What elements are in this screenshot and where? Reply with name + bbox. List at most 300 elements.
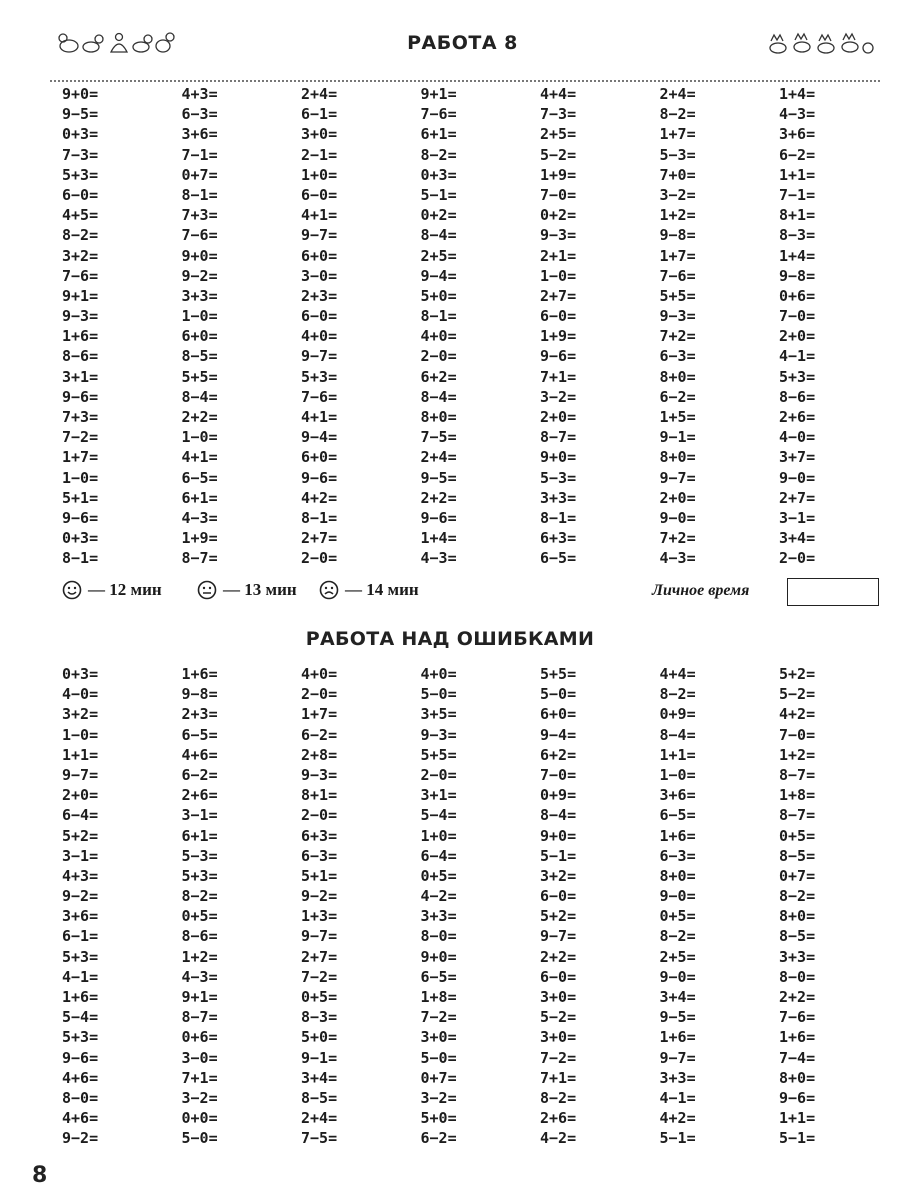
example-cell: 8−1= — [301, 508, 338, 527]
example-cell: 8−0= — [420, 927, 457, 946]
example-cell: 1+4= — [779, 85, 816, 103]
example-cell: 8−2= — [659, 685, 696, 704]
example-cell: 5−3= — [181, 846, 218, 865]
example-cell: 8−5= — [181, 347, 218, 366]
example-cell: 0+7= — [420, 1068, 457, 1087]
example-cell: 6−4= — [62, 806, 99, 825]
errors-work-title: РАБОТА НАД ОШИБКАМИ — [305, 628, 595, 650]
example-cell: 0+5= — [301, 988, 338, 1006]
example-cell: 0+2= — [420, 206, 457, 225]
example-cell: 9+0= — [62, 85, 99, 103]
example-cell: 4+1= — [181, 448, 218, 467]
example-cell: 0+3= — [420, 165, 457, 184]
example-cell: 9−6= — [540, 347, 577, 366]
example-cell: 1+3= — [301, 907, 338, 926]
example-cell: 1+0= — [301, 165, 338, 184]
example-cell: 4−3= — [779, 105, 816, 124]
example-cell: 9−6= — [62, 508, 99, 527]
example-cell: 2−0= — [301, 685, 338, 704]
example-cell: 0+2= — [540, 206, 577, 225]
example-cell: 9−8= — [779, 266, 816, 285]
example-cell: 6−3= — [301, 846, 338, 865]
example-cell: 8+1= — [301, 786, 338, 805]
example-cell: 8−2= — [659, 927, 696, 946]
example-cell: 9+1= — [181, 988, 218, 1006]
example-cell: 7−6= — [779, 1008, 816, 1027]
example-cell: 6−0= — [540, 887, 577, 906]
example-cell: 9+0= — [540, 448, 577, 467]
example-cell: 7−0= — [540, 765, 577, 784]
example-cell: 8−7= — [779, 806, 816, 825]
example-cell: 2+0= — [540, 408, 577, 426]
example-cell: 5−1= — [779, 1129, 816, 1148]
example-cell: 5+5= — [420, 745, 457, 764]
example-cell: 2+5= — [540, 125, 577, 144]
example-cell: 7+2= — [659, 529, 696, 548]
example-cell: 3+0= — [420, 1028, 457, 1047]
timing-good — [62, 580, 162, 600]
example-cell: 4+2= — [659, 1109, 696, 1128]
example-cell: 3−1= — [181, 806, 218, 825]
example-cell: 8−5= — [301, 1088, 338, 1107]
example-cell: 2+6= — [540, 1109, 577, 1128]
example-cell: 5−2= — [540, 145, 577, 164]
example-cell: 9−2= — [62, 887, 99, 906]
example-cell: 9−6= — [62, 387, 99, 406]
example-cell: 5+5= — [540, 665, 577, 683]
example-cell: 1+4= — [420, 529, 457, 548]
example-cell: 6−3= — [659, 846, 696, 865]
example-cell: 8−7= — [779, 765, 816, 784]
example-cell: 5−0= — [420, 685, 457, 704]
example-cell: 3+5= — [420, 705, 457, 724]
example-cell: 9−4= — [301, 428, 338, 447]
example-cell: 1+7= — [62, 448, 99, 467]
example-cell: 5−2= — [779, 685, 816, 704]
example-cell: 3+3= — [779, 947, 816, 966]
example-cell: 7+1= — [181, 1068, 218, 1087]
example-cell: 6−2= — [301, 725, 338, 744]
example-cell: 1+2= — [659, 206, 696, 225]
timing-bad — [319, 580, 419, 600]
example-cell: 4−3= — [420, 549, 457, 568]
example-cell: 5+3= — [62, 1028, 99, 1047]
header-divider — [50, 80, 880, 82]
example-cell: 7+3= — [181, 206, 218, 225]
example-cell: 6−0= — [301, 185, 338, 204]
example-cell: 9−6= — [420, 508, 457, 527]
example-cell: 3−2= — [181, 1088, 218, 1107]
example-cell: 5+1= — [301, 866, 338, 885]
work-examples-grid — [62, 84, 862, 569]
example-cell: 1+7= — [301, 705, 338, 724]
example-cell: 8−6= — [779, 387, 816, 406]
example-cell: 4+3= — [181, 85, 218, 103]
example-cell: 3+2= — [62, 705, 99, 724]
example-cell: 9−0= — [659, 887, 696, 906]
example-cell: 7−2= — [420, 1008, 457, 1027]
sad-face-icon — [319, 580, 339, 600]
example-cell: 7−5= — [420, 428, 457, 447]
example-cell: 3−2= — [420, 1088, 457, 1107]
example-cell: 4−2= — [420, 887, 457, 906]
example-cell: 0+9= — [540, 786, 577, 805]
example-cell: 8−4= — [420, 387, 457, 406]
example-cell: 2+5= — [420, 246, 457, 265]
example-cell: 1+8= — [420, 988, 457, 1006]
example-cell: 8−4= — [420, 226, 457, 245]
example-cell: 1+6= — [659, 1028, 696, 1047]
example-cell: 8−7= — [181, 1008, 218, 1027]
example-cell: 7−0= — [540, 185, 577, 204]
example-cell: 5+5= — [659, 286, 696, 305]
example-cell: 0+3= — [62, 529, 99, 548]
example-cell: 7−6= — [301, 387, 338, 406]
example-cell: 4+6= — [62, 1068, 99, 1087]
example-cell: 5+3= — [181, 866, 218, 885]
example-cell: 7−2= — [301, 967, 338, 986]
example-cell: 5+0= — [420, 1109, 457, 1128]
example-cell: 5+3= — [62, 947, 99, 966]
example-cell: 1+1= — [779, 1109, 816, 1128]
example-cell: 7−6= — [181, 226, 218, 245]
example-cell: 6−5= — [659, 806, 696, 825]
example-cell: 1+6= — [779, 1028, 816, 1047]
example-cell: 9−0= — [659, 967, 696, 986]
example-cell: 3+7= — [779, 448, 816, 467]
example-cell: 3+3= — [659, 1068, 696, 1087]
example-cell: 4+2= — [779, 705, 816, 724]
example-cell: 0+3= — [62, 665, 99, 683]
example-cell: 7−2= — [62, 428, 99, 447]
example-cell: 0+6= — [779, 286, 816, 305]
example-cell: 8+0= — [659, 448, 696, 467]
personal-time-box[interactable] — [787, 578, 879, 606]
example-cell: 9−8= — [659, 226, 696, 245]
example-cell: 5−0= — [181, 1129, 218, 1148]
example-cell: 2+4= — [301, 85, 338, 103]
example-cell: 1+6= — [62, 988, 99, 1006]
example-cell: 9−5= — [420, 468, 457, 487]
example-cell: 3−0= — [181, 1048, 218, 1067]
example-cell: 8−1= — [62, 549, 99, 568]
example-cell: 9−1= — [659, 428, 696, 447]
example-cell: 8−7= — [540, 428, 577, 447]
example-cell: 1+9= — [540, 165, 577, 184]
example-cell: 6−2= — [420, 1129, 457, 1148]
errors-examples-grid — [62, 664, 862, 1149]
example-cell: 2+7= — [301, 947, 338, 966]
example-cell: 9−7= — [301, 226, 338, 245]
example-cell: 4+2= — [301, 488, 338, 507]
example-cell: 6−2= — [659, 387, 696, 406]
example-cell: 3+4= — [301, 1068, 338, 1087]
example-cell: 9−6= — [301, 468, 338, 487]
example-cell: 2+0= — [779, 327, 816, 346]
example-cell: 9−5= — [659, 1008, 696, 1027]
example-cell: 3−0= — [301, 266, 338, 285]
example-cell: 2+0= — [62, 786, 99, 805]
example-cell: 4−3= — [181, 967, 218, 986]
example-cell: 3+1= — [62, 367, 99, 386]
example-cell: 5−1= — [659, 1129, 696, 1148]
example-cell: 9−6= — [779, 1088, 816, 1107]
example-cell: 9−7= — [301, 347, 338, 366]
example-cell: 1−0= — [62, 725, 99, 744]
example-cell: 9−3= — [420, 725, 457, 744]
example-cell: 9−6= — [62, 1048, 99, 1067]
page-header — [45, 22, 880, 80]
example-cell: 8−2= — [779, 887, 816, 906]
example-cell: 8−2= — [540, 1088, 577, 1107]
example-cell: 2+3= — [301, 286, 338, 305]
example-cell: 2+4= — [420, 448, 457, 467]
example-cell: 9−3= — [659, 307, 696, 326]
example-cell: 6−3= — [659, 347, 696, 366]
example-cell: 2+3= — [181, 705, 218, 724]
example-cell: 9−3= — [301, 765, 338, 784]
example-cell: 8−2= — [62, 226, 99, 245]
example-cell: 7−6= — [62, 266, 99, 285]
example-cell: 8+0= — [420, 408, 457, 426]
example-cell: 4−1= — [779, 347, 816, 366]
example-cell: 7−3= — [540, 105, 577, 124]
example-cell: 9+1= — [62, 286, 99, 305]
example-cell: 6+0= — [301, 246, 338, 265]
example-cell: 9−0= — [659, 508, 696, 527]
example-cell: 3+6= — [659, 786, 696, 805]
example-cell: 5−2= — [540, 1008, 577, 1027]
timing-bad-label: — 14 мин — [345, 580, 419, 599]
example-cell: 3−2= — [659, 185, 696, 204]
example-cell: 0+6= — [181, 1028, 218, 1047]
example-cell: 1+2= — [181, 947, 218, 966]
example-cell: 8−1= — [540, 508, 577, 527]
example-cell: 9−3= — [62, 307, 99, 326]
example-cell: 7−4= — [779, 1048, 816, 1067]
example-cell: 6−0= — [62, 185, 99, 204]
example-cell: 1+6= — [62, 327, 99, 346]
example-cell: 2+8= — [301, 745, 338, 764]
example-cell: 2+0= — [659, 488, 696, 507]
example-cell: 1−0= — [659, 765, 696, 784]
example-cell: 8+0= — [779, 1068, 816, 1087]
example-cell: 3−1= — [779, 508, 816, 527]
neutral-face-icon — [197, 580, 217, 600]
example-cell: 6−5= — [181, 468, 218, 487]
example-cell: 8−2= — [181, 887, 218, 906]
example-cell: 2+2= — [181, 408, 218, 426]
example-cell: 3+4= — [659, 988, 696, 1006]
example-cell: 9−5= — [62, 105, 99, 124]
example-cell: 9−0= — [779, 468, 816, 487]
example-cell: 9−4= — [540, 725, 577, 744]
example-cell: 2+2= — [420, 488, 457, 507]
example-cell: 8−6= — [181, 927, 218, 946]
timing-good-label: — 12 мин — [88, 580, 162, 599]
example-cell: 0+5= — [181, 907, 218, 926]
example-cell: 8+0= — [659, 367, 696, 386]
example-cell: 0+0= — [181, 1109, 218, 1128]
example-cell: 6−1= — [301, 105, 338, 124]
example-cell: 1+8= — [779, 786, 816, 805]
example-cell: 1+7= — [659, 125, 696, 144]
example-cell: 6+0= — [540, 705, 577, 724]
example-cell: 9+0= — [181, 246, 218, 265]
example-cell: 2+6= — [181, 786, 218, 805]
example-cell: 3+0= — [301, 125, 338, 144]
example-cell: 0+3= — [62, 125, 99, 144]
example-cell: 6+3= — [301, 826, 338, 845]
example-cell: 8+0= — [779, 907, 816, 926]
example-cell: 6+2= — [420, 367, 457, 386]
example-cell: 1+4= — [779, 246, 816, 265]
example-cell: 3+0= — [540, 988, 577, 1006]
example-cell: 8−3= — [779, 226, 816, 245]
example-cell: 6−0= — [540, 967, 577, 986]
example-cell: 7−1= — [181, 145, 218, 164]
example-cell: 8−4= — [540, 806, 577, 825]
example-cell: 9−3= — [540, 226, 577, 245]
example-cell: 5+2= — [540, 907, 577, 926]
example-cell: 1+9= — [181, 529, 218, 548]
smile-face-icon — [62, 580, 82, 600]
example-cell: 2+6= — [779, 408, 816, 426]
example-cell: 5+0= — [420, 286, 457, 305]
timing-neutral-label: — 13 мин — [223, 580, 297, 599]
example-cell: 4+1= — [301, 408, 338, 426]
example-cell: 5−4= — [420, 806, 457, 825]
example-cell: 7+2= — [659, 327, 696, 346]
example-cell: 3+4= — [779, 529, 816, 548]
example-cell: 1−0= — [181, 428, 218, 447]
example-cell: 2+2= — [779, 988, 816, 1006]
example-cell: 4−1= — [659, 1088, 696, 1107]
example-cell: 2−0= — [301, 806, 338, 825]
example-cell: 3+2= — [540, 866, 577, 885]
example-cell: 1+2= — [779, 745, 816, 764]
example-cell: 1+9= — [540, 327, 577, 346]
example-cell: 4−3= — [659, 549, 696, 568]
example-cell: 4−0= — [779, 428, 816, 447]
example-cell: 9−8= — [181, 685, 218, 704]
example-cell: 1+5= — [659, 408, 696, 426]
example-cell: 6−0= — [540, 307, 577, 326]
example-cell: 9−2= — [301, 887, 338, 906]
example-cell: 8+0= — [659, 866, 696, 885]
example-cell: 5−3= — [540, 468, 577, 487]
timing-legend — [62, 578, 882, 608]
work-title: РАБОТА 8 — [407, 32, 518, 54]
example-cell: 0+5= — [659, 907, 696, 926]
example-cell: 9−4= — [420, 266, 457, 285]
example-cell: 9−7= — [540, 927, 577, 946]
example-cell: 7−2= — [540, 1048, 577, 1067]
example-cell: 2−0= — [420, 347, 457, 366]
example-cell: 4−3= — [181, 508, 218, 527]
example-cell: 3+6= — [779, 125, 816, 144]
example-cell: 7+1= — [540, 367, 577, 386]
example-cell: 6−0= — [301, 307, 338, 326]
example-cell: 1+6= — [181, 665, 218, 683]
example-cell: 2+7= — [779, 488, 816, 507]
example-cell: 7+0= — [659, 165, 696, 184]
example-cell: 9+0= — [540, 826, 577, 845]
example-cell: 7−5= — [301, 1129, 338, 1148]
cats-illustration-icon — [766, 28, 876, 58]
example-cell: 6+1= — [181, 826, 218, 845]
example-cell: 6+1= — [181, 488, 218, 507]
example-cell: 9−7= — [62, 765, 99, 784]
example-cell: 1−0= — [540, 266, 577, 285]
example-cell: 8−0= — [62, 1088, 99, 1107]
timing-neutral — [197, 580, 297, 600]
example-cell: 3+3= — [181, 286, 218, 305]
example-cell: 6−3= — [181, 105, 218, 124]
example-cell: 4+0= — [301, 665, 338, 683]
example-cell: 6−1= — [62, 927, 99, 946]
example-cell: 8−5= — [779, 927, 816, 946]
example-cell: 7+1= — [540, 1068, 577, 1087]
example-cell: 4+0= — [301, 327, 338, 346]
example-cell: 3+6= — [62, 907, 99, 926]
example-cell: 8+1= — [779, 206, 816, 225]
example-cell: 9−7= — [659, 468, 696, 487]
example-cell: 8−3= — [301, 1008, 338, 1027]
example-cell: 6−5= — [420, 967, 457, 986]
example-cell: 0+5= — [779, 826, 816, 845]
example-cell: 3+2= — [62, 246, 99, 265]
example-cell: 2+7= — [301, 529, 338, 548]
example-cell: 2+4= — [301, 1109, 338, 1128]
example-cell: 4+4= — [659, 665, 696, 683]
example-cell: 5+3= — [779, 367, 816, 386]
example-cell: 4+3= — [62, 866, 99, 885]
example-cell: 1+6= — [659, 826, 696, 845]
example-cell: 8−0= — [779, 967, 816, 986]
example-cell: 3+1= — [420, 786, 457, 805]
example-cell: 1+1= — [659, 745, 696, 764]
example-cell: 5+1= — [62, 488, 99, 507]
example-cell: 6+2= — [540, 745, 577, 764]
example-cell: 8−2= — [420, 145, 457, 164]
example-cell: 5+3= — [301, 367, 338, 386]
example-cell: 2−0= — [301, 549, 338, 568]
example-cell: 3−2= — [540, 387, 577, 406]
example-cell: 6−4= — [420, 846, 457, 865]
example-cell: 8−5= — [779, 846, 816, 865]
example-cell: 7−6= — [659, 266, 696, 285]
example-cell: 8−4= — [181, 387, 218, 406]
example-cell: 4+1= — [301, 206, 338, 225]
example-cell: 6+3= — [540, 529, 577, 548]
example-cell: 6−2= — [181, 765, 218, 784]
example-cell: 8−2= — [659, 105, 696, 124]
example-cell: 1+1= — [779, 165, 816, 184]
example-cell: 7−3= — [62, 145, 99, 164]
example-cell: 7−0= — [779, 307, 816, 326]
example-cell: 7−6= — [420, 105, 457, 124]
example-cell: 5−1= — [540, 846, 577, 865]
example-cell: 5−4= — [62, 1008, 99, 1027]
example-cell: 6−5= — [181, 725, 218, 744]
example-cell: 6+0= — [181, 327, 218, 346]
example-cell: 3+3= — [420, 907, 457, 926]
example-cell: 7−1= — [779, 185, 816, 204]
example-cell: 5−0= — [540, 685, 577, 704]
example-cell: 1−0= — [181, 307, 218, 326]
example-cell: 4−0= — [62, 685, 99, 704]
